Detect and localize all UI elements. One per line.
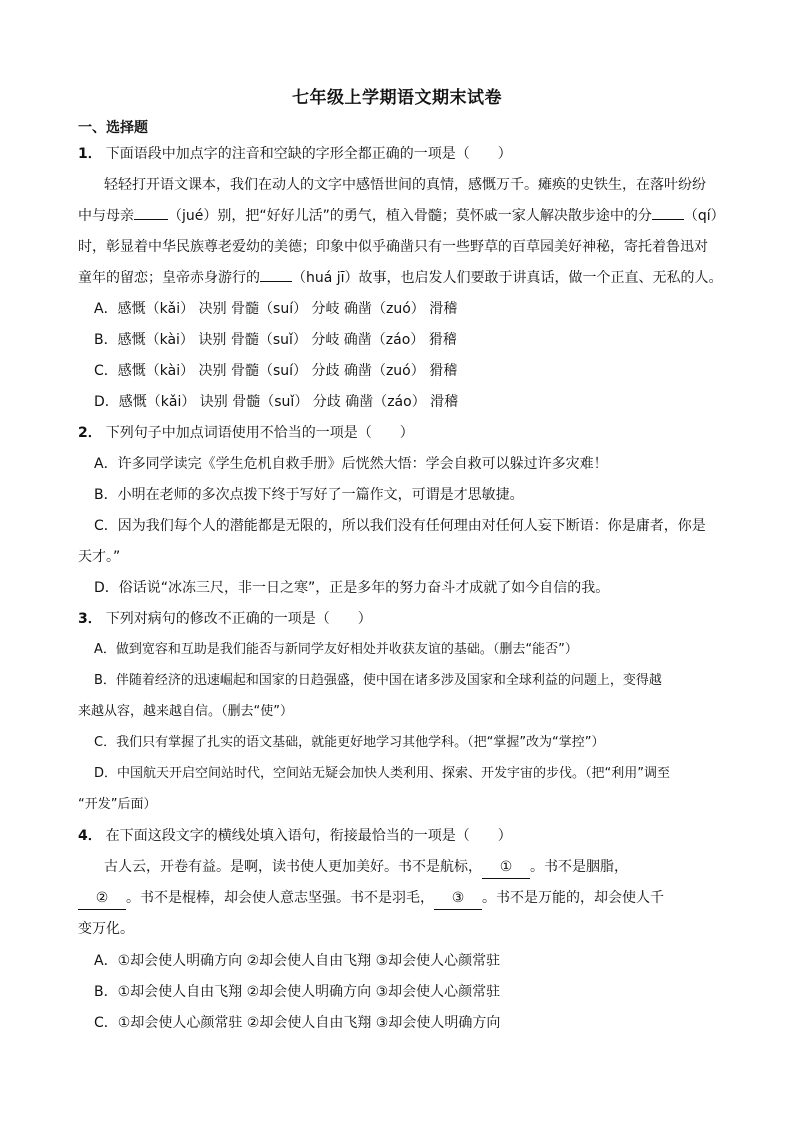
question-4-stem [78,825,512,847]
passage-text: （qí） [683,208,725,224]
question-1-stem [78,143,512,165]
q1-passage-line [78,205,725,227]
passage-text: 。书不是胭脂， [530,859,628,875]
section-heading: 一、选择题 [78,120,148,136]
q3-option-b-continued: 来越从容，越来越自信。（删去“使”） [78,704,293,719]
page-title: 七年级上学期语文期末试卷 [292,88,502,108]
answer-blank-2: ② [78,887,126,910]
q4-passage-line: 变万化。 [78,921,134,937]
question-number: 1． [78,146,102,162]
q1-option-a[interactable]: A．感慨（kǎi） 决别 骨髓（suí） 分岐 确凿（zuó） 滑稽 [94,301,458,317]
answer-blank [134,205,168,220]
answer-blank-3: ③ [434,887,482,910]
q1-option-b[interactable]: B．感慨（kài） 诀别 骨髓（suǐ） 分岐 确凿（záo） 猾稽 [94,332,457,348]
passage-text: （huá jī）故事，也启发人们要敢于讲真话，做一个正直、无私的人。 [292,270,723,286]
answer-blank [652,205,684,220]
q3-option-b[interactable]: B．伴随着经济的迅速崛起和国家的日趋强盛，使中国在诸多涉及国家和全球利益的问题上，变得越 [94,673,662,688]
passage-text: 。书不是万能的，却会使人千 [482,890,664,906]
q1-option-d[interactable]: D．感慨（kǎi） 诀别 骨髓（suǐ） 分歧 确凿（záo） 滑稽 [94,394,459,410]
q2-option-c-continued: 天才。” [78,549,121,565]
question-number: 3． [78,611,102,627]
question-text: 在下面这段文字的横线处填入语句，衔接最恰当的一项是（ ） [105,828,512,844]
question-2-stem [78,422,414,444]
passage-text: 。书不是棍棒，却会使人意志坚强。书不是羽毛， [126,890,434,906]
q4-passage-line [104,856,628,879]
q1-passage-line: 时，彰显着中华民族尊老爱幼的美德；印象中似乎确凿只有一些野草的百草园美好神秘，寄托着鲁迅对 [78,239,708,255]
q3-option-d[interactable]: D．中国航天开启空间站时代，空间站无疑会加快人类利用、探索、开发宇宙的步伐。（把“利用”调至 [94,766,670,781]
q2-option-b[interactable]: B．小明在老师的多次点拨下终于写好了一篇作文，可谓是才思敏捷。 [94,487,524,503]
q1-passage-line: 轻轻打开语文课本，我们在动人的文字中感悟世间的真情，感慨万千。瘫痪的史铁生，在落叶纷纷 [104,177,706,193]
question-text: 下列句子中加点词语使用不恰当的一项是（ ） [105,425,414,441]
q2-option-d[interactable]: D．俗话说“冰冻三尺，非一日之寒”，正是多年的努力奋斗才成就了如今自信的我。 [94,580,610,596]
q2-option-c[interactable]: C．因为我们每个人的潜能都是无限的，所以我们没有任何理由对任何人妄下断语：你是庸者，你是 [94,518,706,534]
q1-passage-line [78,267,723,289]
question-number: 4． [78,828,102,844]
passage-text: 中与母亲 [78,208,134,224]
question-text: 下列对病句的修改不正确的一项是（ ） [105,611,372,627]
q2-option-a[interactable]: A．许多同学读完《学生危机自救手册》后恍然大悟：学会自救可以躲过许多灾难！ [94,456,608,472]
question-text: 下面语段中加点字的注音和空缺的字形全都正确的一项是（ ） [105,146,512,162]
q3-option-c[interactable]: C．我们只有掌握了扎实的语文基础，就能更好地学习其他学科。（把“掌握”改为“掌控”） [94,735,605,750]
q3-option-a[interactable]: A．做到宽容和互助是我们能否与新同学友好相处并收获友谊的基础。（删去“能否”） [94,642,578,657]
question-3-stem [78,608,372,630]
passage-text: 童年的留恋；皇帝赤身游行的 [78,270,260,286]
q4-option-a[interactable]: A．①却会使人明确方向 ②却会使人自由飞翔 ③却会使人心颜常驻 [94,953,501,969]
q1-option-c[interactable]: C．感慨（kài） 决别 骨髓（suí） 分歧 确凿（zuó） 猾稽 [94,363,458,379]
q4-option-c[interactable]: C．①却会使人心颜常驻 ②却会使人自由飞翔 ③却会使人明确方向 [94,1015,501,1031]
answer-blank-1: ① [482,856,530,879]
q3-option-d-continued: “开发”后面） [78,797,157,812]
question-number: 2． [78,425,102,441]
q4-option-b[interactable]: B．①却会使人自由飞翔 ②却会使人明确方向 ③却会使人心颜常驻 [94,984,501,1000]
passage-text: 古人云，开卷有益。是啊，读书使人更加美好。书不是航标， [104,859,482,875]
q4-passage-line [78,887,664,910]
answer-blank [260,267,292,282]
passage-text: （jué）别，把“好好儿活”的勇气，植入骨髓；莫怀戚一家人解决散步途中的分 [168,208,652,224]
